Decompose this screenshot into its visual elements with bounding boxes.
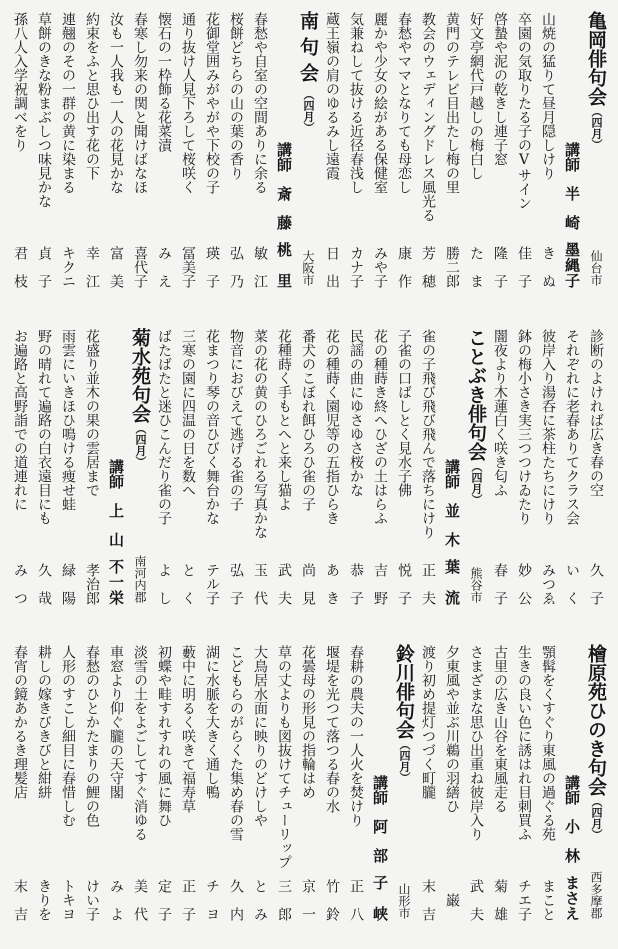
haiku-author: 隆子: [492, 246, 508, 288]
haiku-author: 尚見: [300, 563, 316, 605]
club-name: 菊水苑句会: [129, 328, 151, 423]
haiku-text: 子雀の口ばしとく見水子佛: [396, 329, 412, 497]
haiku-author: 貞子: [36, 246, 52, 288]
haiku-author: 冨美子: [180, 246, 196, 288]
haiku-entry: [152, 633, 176, 949]
haiku-text: 黄門のテレビ目出たし梅の里: [444, 12, 460, 194]
club-title-column: [128, 317, 152, 633]
haiku-entry: [344, 633, 368, 949]
haiku-author: 富美: [108, 246, 124, 288]
club-name: ことぶき俳句会: [465, 328, 487, 461]
haiku-entry: [536, 0, 560, 316]
haiku-text: 物音におびえて逃げる雀の子: [228, 329, 244, 511]
club-name: 鈴川俳句会: [393, 644, 415, 739]
haiku-author: 佳子: [516, 246, 532, 288]
haiku-entry: [488, 317, 512, 633]
haiku-author: 芳穂: [420, 246, 436, 288]
haiku-author: 瑛子: [204, 246, 220, 288]
haiku-author: 三郎: [276, 879, 292, 921]
haiku-text: 人形のすこし細目に春惜しむ: [60, 645, 76, 827]
club-title: [464, 328, 488, 505]
teacher-surname: 阿部: [371, 819, 389, 863]
club-month: （四月）: [302, 89, 315, 133]
haiku-author: 竹鈴: [324, 879, 340, 921]
haiku-text: 三寒の園に四温の日を数へ: [180, 329, 196, 497]
haiku-author: カナ子: [348, 246, 364, 288]
haiku-author: 幸江: [84, 246, 100, 288]
haiku-text: 春愁のひとかたまりの鯉の色: [84, 645, 100, 827]
haiku-text: 耕しの嫁きびきびと紺絣: [36, 645, 52, 799]
haiku-text: 連翹のその一群の黄に染まる: [60, 12, 76, 194]
haiku-author: 弘乃: [228, 246, 244, 288]
haiku-text: 通り抜け人見下ろして桜咲く: [180, 12, 196, 194]
club-teacher-column: [560, 633, 584, 949]
haiku-author: きりを: [36, 879, 52, 921]
haiku-entry: [488, 0, 512, 316]
haiku-author: 正子: [180, 879, 196, 921]
haiku-entry: [488, 633, 512, 949]
club-city: 仙台市: [589, 250, 603, 286]
haiku-text: 雀の子飛び飛び飛んで落ちにけり: [420, 329, 436, 539]
haiku-text: こどもらのがらくた集め春の雪: [228, 645, 244, 841]
haiku-entry: [536, 633, 560, 949]
haiku-text: お遍路と高野詣での道連れに: [12, 329, 28, 511]
club-name: 南句会: [297, 11, 319, 89]
tier-2: [0, 317, 618, 633]
tier-3-columns: [8, 633, 608, 949]
teacher-given-name: 子峡: [371, 875, 389, 921]
haiku-text: 啓蟄や泥の乾きし連子窓: [492, 12, 508, 166]
haiku-author: たま: [468, 246, 484, 288]
teacher-given-name: 桃里: [275, 242, 293, 288]
haiku-entry: [248, 317, 272, 633]
haiku-text: 汝も一人我も一人の花見かな: [108, 12, 124, 194]
haiku-author: 恭子: [348, 563, 364, 605]
teacher-surname: 上山: [107, 503, 125, 547]
haiku-text: 桜餅どちらの山の葉の香り: [228, 12, 244, 180]
haiku-author: 末吉: [12, 879, 28, 921]
haiku-author: 悦子: [396, 563, 412, 605]
haiku-author: 日出: [324, 246, 340, 288]
teacher-given-name: 葉流: [443, 559, 461, 605]
teacher-label: 講師: [275, 142, 293, 172]
haiku-author: 巌: [444, 893, 460, 907]
haiku-text: 雨雲にいきほひ鳴ける痩せ蛙: [60, 329, 76, 511]
club-teacher-column: [104, 317, 128, 633]
haiku-text: 懐石の一枠飾る花菜漬: [156, 12, 172, 152]
haiku-text: 花種蒔く手もとへと来し猫よ: [276, 329, 292, 511]
haiku-text: 初蝶や畦すれすれの風に舞ひ: [156, 645, 172, 827]
haiku-entry: [512, 317, 536, 633]
haiku-author: 弘子: [228, 563, 244, 605]
haiku-entry: [416, 0, 440, 316]
tier-1: [0, 0, 618, 316]
club-teacher-column: [368, 633, 392, 949]
club-month: （四月）: [590, 796, 603, 840]
haiku-entry: [512, 633, 536, 949]
haiku-entry: [224, 0, 248, 316]
haiku-entry: [440, 0, 464, 316]
haiku-author: とみ: [252, 879, 268, 921]
haiku-text: 卒園の気取りたる子のVサイン: [516, 12, 532, 210]
haiku-author: みえ: [156, 246, 172, 288]
haiku-entry: [8, 317, 32, 633]
haiku-author: 君枝: [12, 246, 28, 288]
haiku-author: とく: [180, 563, 196, 605]
haiku-author: 久哉: [36, 563, 52, 605]
teacher-label: 講師: [563, 775, 581, 805]
haiku-entry: [584, 317, 608, 633]
haiku-entry: [320, 0, 344, 316]
haiku-text: 淡雪の土をよごしてすぐ消ゆる: [132, 645, 148, 841]
haiku-entry: [320, 317, 344, 633]
haiku-author: 敏江: [252, 246, 268, 288]
haiku-author: きぬ: [540, 246, 556, 288]
haiku-text: 生きの良い色に誘はれ目刺買ふ: [516, 645, 532, 841]
teacher-label: 講師: [107, 459, 125, 489]
club-title-column: [584, 633, 608, 949]
haiku-text: 堰堤を光つて落つる春の水: [324, 645, 340, 813]
haiku-entry: [464, 0, 488, 316]
haiku-text: 診断のよければ広き春の空: [588, 329, 604, 497]
teacher-surname: 並木: [443, 503, 461, 547]
club-month: （四月）: [398, 739, 411, 783]
haiku-author: みつ: [12, 563, 28, 605]
haiku-text: 教会のウェディングドレス風光る: [420, 12, 436, 222]
haiku-entry: [56, 633, 80, 949]
haiku-entry: [176, 0, 200, 316]
club-month: （四月）: [470, 461, 483, 505]
haiku-entry: [176, 317, 200, 633]
haiku-text: 湖に水脈を大きく通し鴨: [204, 645, 220, 799]
haiku-text: 渡り初め提灯つづく町朧: [420, 645, 436, 799]
haiku-author: 菊雄: [492, 879, 508, 921]
club-title: [392, 644, 416, 783]
haiku-text: 花の種蒔き終へひざの土はらふ: [372, 329, 388, 525]
haiku-entry: [176, 633, 200, 949]
teacher-given-name: 墨縄子: [563, 242, 581, 288]
haiku-text: それぞれに老春ありてクラス会: [564, 329, 580, 525]
haiku-author: 康作: [396, 246, 412, 288]
haiku-text: 藪中に明るく咲きて福寿草: [180, 645, 196, 813]
haiku-entry: [80, 633, 104, 949]
haiku-entry: [296, 317, 320, 633]
haiku-entry: [368, 0, 392, 316]
haiku-entry: [272, 633, 296, 949]
teacher-surname: 小林: [563, 819, 581, 863]
haiku-text: 気兼ねして抜ける近径春浅し: [348, 12, 364, 194]
haiku-text: 春宵の鏡あかるき理髪店: [12, 645, 28, 799]
haiku-text: 花の種蒔く園児等の五指ひらき: [324, 329, 340, 525]
club-city: 南河内郡: [133, 555, 147, 603]
haiku-text: 闇夜より木蓮白く咲き匂ふ: [492, 329, 508, 497]
haiku-entry: [536, 317, 560, 633]
haiku-text: 鉢の梅小さき実三つつけゐたり: [516, 329, 532, 525]
club-teacher-column: [560, 0, 584, 316]
haiku-entry: [32, 633, 56, 949]
haiku-entry: [296, 633, 320, 949]
haiku-author: 京一: [300, 879, 316, 921]
haiku-author: みよ: [108, 879, 124, 921]
haiku-author: みつゑ: [540, 563, 556, 605]
tier-1-columns: [8, 0, 608, 316]
haiku-text: 春愁やママとなりても母恋し: [396, 12, 412, 194]
haiku-entry: [152, 317, 176, 633]
haiku-author: まこと: [540, 879, 556, 921]
haiku-text: 花御堂囲みがやがや下校の子: [204, 12, 220, 194]
haiku-author: テル子: [204, 563, 220, 605]
haiku-entry: [128, 0, 152, 316]
haiku-entry: [56, 0, 80, 316]
club-city: 大阪市: [301, 250, 315, 286]
haiku-entry: [56, 317, 80, 633]
haiku-text: 孫八人入学祝調べをり: [12, 12, 28, 152]
club-name: 亀岡俳句会: [585, 11, 607, 106]
haiku-text: 草餅のきな粉まぶしつ味見かな: [36, 12, 52, 208]
haiku-text: 夕東風や並ぶ川鵜の羽繕ひ: [444, 645, 460, 813]
haiku-author: 正夫: [420, 563, 436, 605]
haiku-entry: [128, 633, 152, 949]
haiku-author: 定子: [156, 879, 172, 921]
haiku-entry: [392, 0, 416, 316]
club-title: [128, 328, 152, 467]
haiku-text: 蔵王嶺の肩のゆるみし遠霞: [324, 12, 340, 180]
haiku-entry: [512, 0, 536, 316]
haiku-entry: [104, 633, 128, 949]
haiku-author: 吉野: [372, 563, 388, 605]
haiku-author: 武夫: [276, 563, 292, 605]
haiku-text: 古里の広き山谷を東風走る: [492, 645, 508, 813]
haiku-entry: [344, 317, 368, 633]
haiku-text: ばたばたと迷ひこんだり雀の子: [156, 329, 172, 525]
haiku-entry: [272, 317, 296, 633]
haiku-entry: [248, 0, 272, 316]
haiku-entry: [464, 633, 488, 949]
haiku-entry: [200, 317, 224, 633]
haiku-author: いく: [564, 563, 580, 605]
haiku-author: チエ子: [516, 879, 532, 921]
haiku-text: 大鳥居水面に映りのどけしや: [252, 645, 268, 827]
haiku-entry: [320, 633, 344, 949]
club-title: [296, 11, 320, 133]
haiku-author: 正八: [348, 879, 364, 921]
haiku-author: 久子: [588, 563, 604, 605]
club-title-column: [296, 0, 320, 316]
haiku-text: 番犬のこぼれ餌ひろひ雀の子: [300, 329, 316, 511]
haiku-text: 車窓より仰ぐ朧の天守閣: [108, 645, 124, 799]
haiku-entry: [80, 317, 104, 633]
club-title-column: [464, 317, 488, 633]
club-title-column: [392, 633, 416, 949]
haiku-author: 久内: [228, 879, 244, 921]
haiku-author: キクニ: [60, 246, 76, 288]
haiku-entry: [416, 633, 440, 949]
haiku-author: けい子: [84, 879, 100, 921]
teacher-surname: 半崎: [563, 186, 581, 230]
haiku-entry: [224, 317, 248, 633]
club-teacher-column: [272, 0, 296, 316]
club-month: （四月）: [134, 423, 147, 467]
haiku-text: 菜の花の黄のひろごれる写真かな: [252, 329, 268, 539]
haiku-entry: [392, 317, 416, 633]
teacher-given-name: 不一栄: [107, 559, 125, 605]
haiku-text: 花まつり琴の音ひびく舞台かな: [204, 329, 220, 525]
haiku-text: 花盛り並木の果の雲居まで: [84, 329, 100, 497]
haiku-entry: [248, 633, 272, 949]
haiku-text: 麗かや少女の絵がある保健室: [372, 12, 388, 194]
haiku-entry: [368, 317, 392, 633]
haiku-entry: [440, 633, 464, 949]
haiku-entry: [32, 317, 56, 633]
haiku-entry: [80, 0, 104, 316]
haiku-entry: [200, 0, 224, 316]
haiku-entry: [224, 633, 248, 949]
club-city: 西多摩郡: [589, 871, 603, 919]
haiku-text: 野の晴れて遍路の白衣遠目にも: [36, 329, 52, 525]
haiku-text: 彼岸入り湯呑に茶柱たちにけり: [540, 329, 556, 525]
haiku-text: 顎髯をくすぐり東風の過ぐる苑: [540, 645, 556, 841]
haiku-author: 喜代子: [132, 246, 148, 288]
haiku-text: 約束をふと思ひ出す花の下: [84, 12, 100, 180]
haiku-author: 玉代: [252, 563, 268, 605]
haiku-entry: [32, 0, 56, 316]
haiku-author: チヨ: [204, 879, 220, 921]
haiku-author: みや子: [372, 246, 388, 288]
haiku-entry: [200, 633, 224, 949]
haiku-text: 春耕の農夫の一人火を焚けり: [348, 645, 364, 827]
haiku-author: 緑陽: [60, 563, 76, 605]
haiku-entry: [416, 317, 440, 633]
club-city: 熊谷市: [469, 567, 483, 603]
haiku-text: 春愁や自室の空間ありに余る: [252, 12, 268, 194]
club-month: （四月）: [590, 106, 603, 150]
haiku-entry: [8, 633, 32, 949]
teacher-given-name: まさえ: [563, 875, 581, 921]
haiku-author: 美代: [132, 879, 148, 921]
haiku-text: 花曇母の形見の指輪はめ: [300, 645, 316, 799]
haiku-author: 勝二郎: [444, 246, 460, 288]
teacher-label: 講師: [563, 142, 581, 172]
haiku-entry: [8, 0, 32, 316]
haiku-text: 山焼の猛りて昼月隠しけり: [540, 12, 556, 180]
haiku-text: 好文亭網代戸越しの梅白し: [468, 12, 484, 180]
club-title: [584, 644, 608, 840]
haiku-entry: [560, 317, 584, 633]
haiku-entry: [344, 0, 368, 316]
club-city: 山形市: [397, 883, 411, 919]
haiku-author: 春子: [492, 563, 508, 605]
haiku-author: トキヨ: [60, 879, 76, 921]
haiku-author: よし: [156, 563, 172, 605]
haiku-text: 民謡の曲にゆさゆさ桜かな: [348, 329, 364, 497]
haiku-text: さまざまな思ひ出重ね彼岸入り: [468, 645, 484, 841]
teacher-label: 講師: [443, 459, 461, 489]
teacher-label: 講師: [371, 775, 389, 805]
haiku-entry: [104, 0, 128, 316]
tier-3: [0, 633, 618, 949]
haiku-text: 草の丈よりも図抜けてチューリップ: [276, 645, 292, 869]
haiku-author: 孝治郎: [84, 563, 100, 605]
haiku-author: 武夫: [468, 879, 484, 921]
haiku-text: 春寒し勿来の関と聞けばなほ: [132, 12, 148, 194]
club-title-column: [584, 0, 608, 316]
tier-2-columns: [8, 317, 608, 633]
haiku-author: 妙公: [516, 563, 532, 605]
haiku-entry: [152, 0, 176, 316]
club-name: 檜原苑ひのき句会: [585, 644, 607, 796]
teacher-surname: 斎藤: [275, 186, 293, 230]
haiku-author: 末吉: [420, 879, 436, 921]
club-teacher-column: [440, 317, 464, 633]
haiku-author: あき: [324, 563, 340, 605]
club-title: [584, 11, 608, 150]
